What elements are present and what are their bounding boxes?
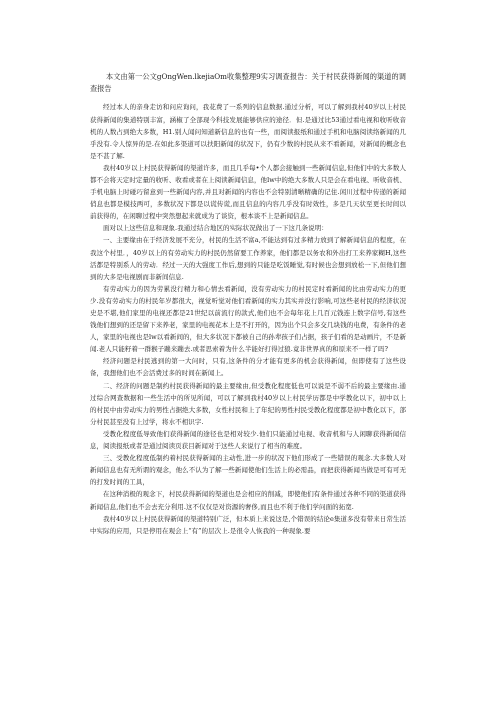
paragraph-8: 受教化程度低导致他们获得新闻的途径也是相对较少.他们只能通过电视、收音机和与人闲聊获得新闻信息，阅读报纸或者是通过阅读页获目新闻对于这些人来说行了相当的难度。 bbox=[90, 429, 406, 451]
paragraph-1: 经过本人的亲身走访和问应询问，我花费了一系列的信息数据.通过分析，可以了解到我村40岁以上村民获得新闻的集道特别丰富，涵椒了全部现今科技发展能够供应的途径．但.是通过比53通过看电视和收听收音机的人数占到绝大多数，H1.别人闻问知道新信息的也有一些，而阅读报纸和通过手机和电脑阅读络新闻的几乎没有.令人惊异的是.在如此多渠道可以扶阳新闻的状况下，仍有少数的村民从来不看新闻，对新闻的概念也是不甚了解. bbox=[90, 103, 406, 160]
document-body bbox=[90, 101, 406, 536]
paragraph-10: 在这种消极的观念下，村民获得新闻的渠道也是会相应的削减，即使他们有条件通过各种不同的渠道获得新闻信息,他们也不会去充分利用.这不仅仅是对资源的奢侈,而且也不利于他们学问面的拓宽. bbox=[90, 490, 406, 511]
paragraph-7: 二、经济的问题是制约村民获得新闻的最主要缘由,但受教化程度低也可以说是不弱不后的最主要缘由.通过综合网查数据和一些生活中的所见所闻，可以了解到我村40岁以上村民学历都是中学教化以下，初中以上的村民中由劳动实力的男性占据绝大多数，女性村民和上了年纪的男性村民受教化程度都是初中教化以下，部分村民甚至没有上过学，将水不相识字. bbox=[90, 381, 406, 426]
document-page bbox=[90, 71, 406, 693]
document-title: 本文由第一公文gOngWen.lkejiaOm收集整理9实习调查报告：关于村民获得新闻的渠道的调查报告 bbox=[90, 72, 406, 94]
paragraph-5: 有劳动实力的因为劳累没行精力和心情去看新闻，没有劳动实力的村民定时看新闻的比由劳动实力的更少.没有劳动实力的村民年岁都很大，视觉听觉对他们看新闻的实力其实并没行影响,可这些老村民的经济状况史是不堪,他们家里的电视还都是21世纪以前流行的款式,他们也不会每年花上几百元钱连上数字信号,有这些钱他们想到的还是留下来养老，家里的电视花本上是不打开的，因为出个只会多交几块钱的电费，有条件的老人，家里的电视也是lw以看新间的，但大多状况下都被自己的孙辈孩子们占据，孩子们看的是动画片，不是新闻.老人只能籽着一群猴子蹦来蹦去.或者思索着为什么半能好打得过狼.竟非世界真的和原来不一样了吗? bbox=[90, 284, 406, 354]
paragraph-3: 面对以上这些信息和现象.我通过结合地区的实际状况做出了一下这几条说明： bbox=[103, 224, 328, 233]
paragraph-11: 我村40岁以上村民获得新闻的渠道特别广泛，但本质上来说这是,个错误的结论e集道多没有带来日常生活中实际的应用，只是停用在观会上“有”的层次上.是很令人恢我的一种现象.要 bbox=[90, 514, 406, 535]
paragraph-4: 一、主要缘由在于经济发展不充分，村民的生活不富a,不能达到有过多精力放到了解新闻信息的程度，在我这个村里．，40岁以上的有劳动实力的村民仍然留要工作养家，他们都是以务农和外出打工来养家糊H,这些活都是特别系人的劳动．经过一天的大强度工作后,想到的只能是吃饭睡觉,有时候也会想到放松一下,但他们想到的大多是电视剧而非新间信息. bbox=[90, 236, 406, 281]
paragraph-9: 三、受教化程度低制约着村民获得新闻的主动性,进一步的状况下他们形成了一些错误的观念.大多数人对新闻信息也有无所谓的观念，他么不认为了解一些新闻使他们生活上的必需品，而把获得新闻当做是可有可无的打发时间的工具， bbox=[90, 454, 406, 487]
paragraph-2: 我村40岁以上村民获得新闻的渠道许多，而且几乎每•个人都会接触到一些新闻信息,但他们中的大多数人都不会将天定时定量的收听、收看或者在上阅读新闻信息，他lw中的绝大多数人只是会在看电视、听收音机、手机电脑上时碰巧留意到一些新闻内容,并且对新闻的内容也不会特别清晰精确的记住.闲川过程中传递的新闻俏息也都是模技两可，多数状况下都是以谎传谎,而且信息的内容几乎没有时效性，多是几天状至更长时间以前获得的，在闲聊过程中突然想起来就成为了谈资，根本谈不上是新闻信息。 bbox=[90, 163, 406, 221]
paragraph-6: 经济问题是村民逃到的第一大问时，只有,这条件的分才能有更多的机会获得新闻，但即使有了这些设备，我想他们也不会活费过多的时间在新闻上。 bbox=[90, 357, 406, 378]
